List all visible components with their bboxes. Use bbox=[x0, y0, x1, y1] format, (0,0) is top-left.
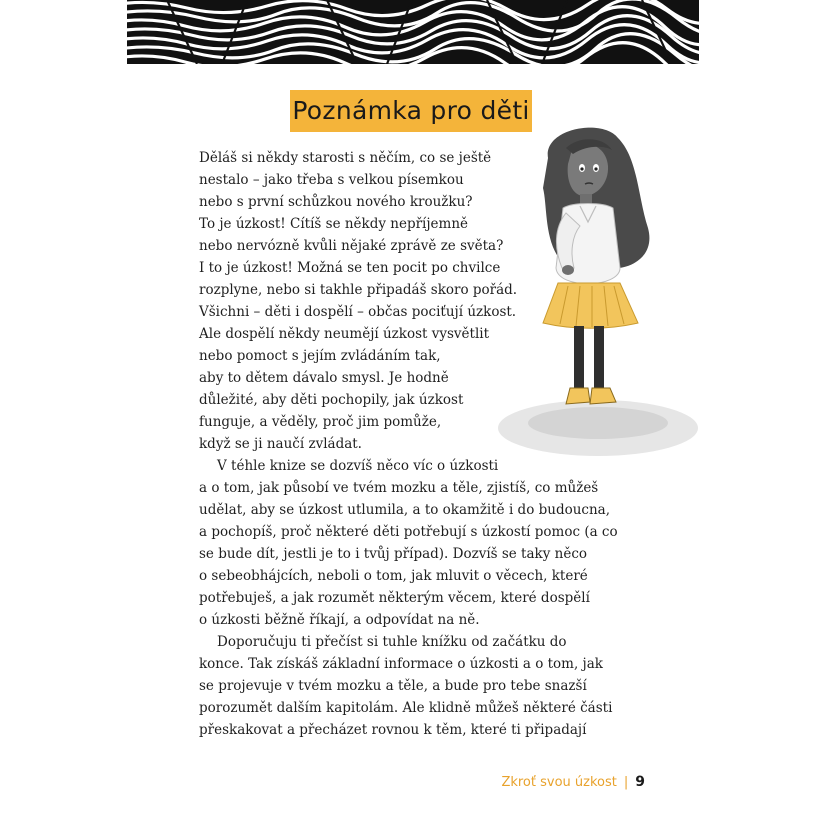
body-line: a pochopíš, proč některé děti potřebují s úzkostí pomoc (a co bbox=[199, 524, 618, 540]
body-line: nestalo – jako třeba s velkou písemkou bbox=[199, 172, 464, 188]
footer-book-title: Zkroť svou úzkost bbox=[501, 774, 617, 790]
body-line: konce. Tak získáš základní informace o úzkosti a o tom, jak bbox=[199, 656, 603, 672]
body-line: když se ji naučí zvládat. bbox=[199, 436, 362, 452]
body-line: se bude dít, jestli je to i tvůj případ). Dozvíš se taky něco bbox=[199, 546, 588, 562]
page-footer bbox=[501, 774, 645, 790]
body-line: o úzkosti běžně říkají, a odpovídat na ně. bbox=[199, 612, 480, 628]
body-line: To je úzkost! Cítíš se někdy nepříjemně bbox=[199, 216, 469, 232]
body-line: potřebuješ, a jak rozumět některým věcem, které dospělí bbox=[199, 590, 590, 606]
body-line: funguje, a věděly, proč jim pomůže, bbox=[199, 414, 442, 430]
body-line: a o tom, jak působí ve tvém mozku a těle, zjistíš, co můžeš bbox=[199, 480, 599, 496]
body-line: V téhle knize se dozvíš něco víc o úzkosti bbox=[217, 458, 499, 474]
body-line: Děláš si někdy starosti s něčím, co se ještě bbox=[199, 150, 492, 166]
girl-illustration bbox=[488, 118, 703, 458]
body-line: aby to dětem dávalo smysl. Je hodně bbox=[199, 370, 449, 386]
page-number: 9 bbox=[635, 774, 645, 790]
body-line: nebo s první schůzkou nového kroužku? bbox=[199, 194, 473, 210]
body-line: se projevuje v tvém mozku a těle, a bude pro tebe snazší bbox=[199, 678, 587, 694]
footer-separator: | bbox=[623, 774, 629, 790]
body-line: udělat, aby se úzkost utlumila, a to okamžitě i do budoucna, bbox=[199, 502, 611, 518]
body-line: o sebeobhájcích, neboli o tom, jak mluvit o věcech, které bbox=[199, 568, 588, 584]
body-line: Doporučuju ti přečíst si tuhle knížku od začátku do bbox=[217, 634, 567, 650]
body-line: nebo nervózně kvůli nějaké zprávě ze světa? bbox=[199, 238, 504, 254]
body-line: důležité, aby děti pochopily, jak úzkost bbox=[199, 392, 464, 408]
page-title: Poznámka pro děti bbox=[292, 96, 530, 125]
body-line: porozumět dalším kapitolám. Ale klidně můžeš některé části bbox=[199, 700, 613, 716]
body-line: Všichni – děti i dospělí – občas pociťují úzkost. bbox=[199, 304, 517, 320]
body-line: přeskakovat a přecházet rovnou k těm, které ti připadají bbox=[199, 722, 587, 738]
body-line: Ale dospělí někdy neumějí úzkost vysvětlit bbox=[199, 326, 490, 342]
body-line: I to je úzkost! Možná se ten pocit po chvilce bbox=[199, 260, 501, 276]
zebra-pattern-banner bbox=[127, 0, 699, 64]
body-line: nebo pomoct s jejím zvládáním tak, bbox=[199, 348, 441, 364]
body-line: rozplyne, nebo si takhle připadáš skoro pořád. bbox=[199, 282, 518, 298]
